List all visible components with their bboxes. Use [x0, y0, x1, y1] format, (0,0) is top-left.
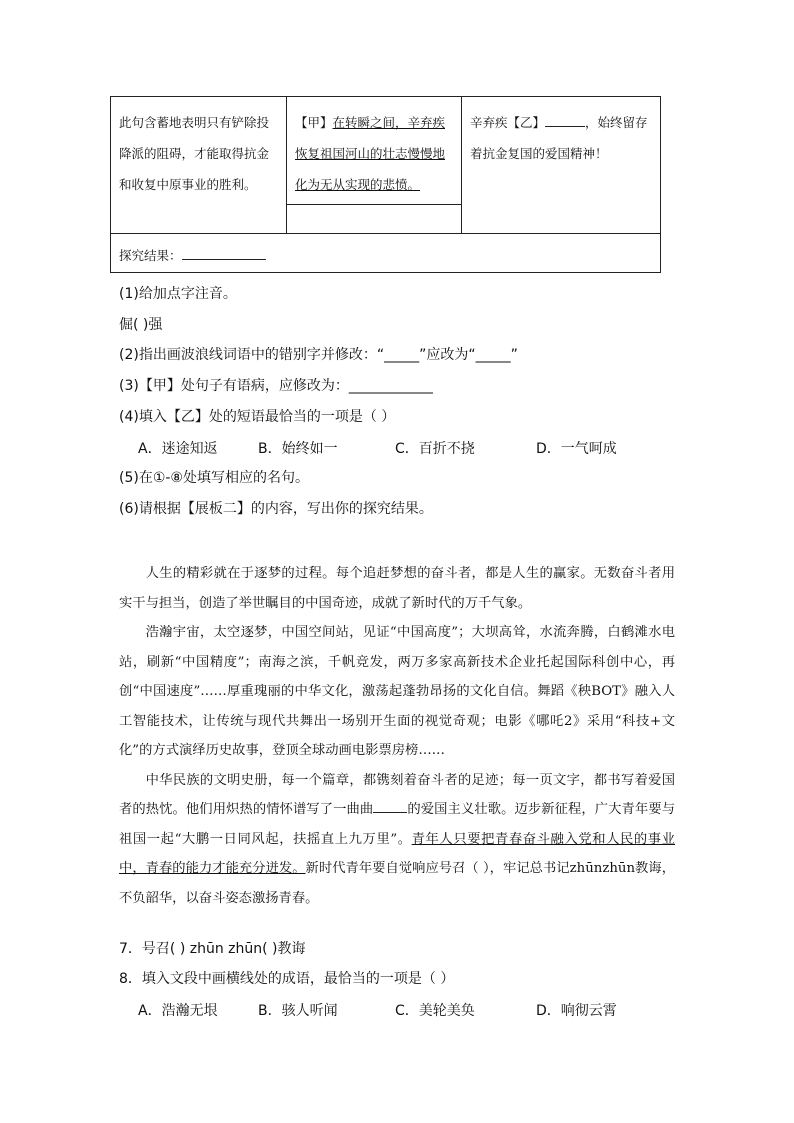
question-5: (5)在①-⑧处填写相应的名句。 — [119, 470, 309, 486]
cell-analysis-text: 此句含蓄地表明只有铲除投降派的阻碍，才能取得抗金和收复中原事业的胜利。 — [119, 115, 270, 192]
result-label: 探究结果： — [119, 248, 182, 263]
yi-blank[interactable] — [545, 112, 585, 127]
reading-passage — [119, 559, 675, 913]
option-a[interactable]: A．浩瀚无垠 — [138, 1003, 218, 1019]
option-a[interactable]: A．迷途知返 — [138, 441, 218, 457]
passage-paragraph-2: 浩瀚宇宙，太空逐梦，中国空间站，见证“中国高度”；大坝高耸，水流奔腾，白鹤滩水电站，刷新“中国精度”；南海之滨，千帆竞发，两万多家高新技术企业托起国际科创中心，再创“中国速度”……厚重瑰丽的中华文化，激荡起蓬勃昂扬的文化自信。舞蹈《秧BOT》融入人工智能技术，让传统与现代共舞出一场别开生面的视觉奇观；电影《哪吒2》采用“科技+文化”的方式演绎历史故事，登顶全球动画电影票房榜…… — [119, 625, 675, 758]
jia-sentence: 在转瞬之间，辛弃疾恢复祖国河山的壮志慢慢地化为无从实现的悲愤。 — [295, 115, 446, 192]
question-6: (6)请根据【展板二】的内容，写出你的探究结果。 — [119, 501, 433, 517]
p3-part-a: 中华民族的文明史册，每一个篇章，都镌刻着奋斗者的足迹；每一页文字，都书写着爱国者的热忱。他们用炽热的情怀谱写了一曲曲 — [119, 772, 675, 817]
option-b[interactable]: B．骇人听闻 — [258, 1003, 338, 1019]
wavy-underlined-sentence: 青年人只要把青春奋斗融入党和人民的事业中，青春的能力才能充分迸发。 — [119, 831, 675, 876]
table-cell-yi — [462, 97, 660, 233]
option-c[interactable]: C．百折不挠 — [395, 441, 475, 457]
table-cell-analysis — [111, 97, 287, 233]
question-1-item: 倔( )强 — [119, 317, 163, 333]
question-1: (1)给加点字注音。 — [119, 286, 237, 302]
result-blank[interactable] — [182, 245, 266, 260]
p3-part-c: 新时代青年要自觉响应号召（ ），牢记总书记zhūnzhūn教诲，不负韶华，以奋斗姿态激扬青春。 — [119, 861, 675, 906]
question-3: (3)【甲】处句子有语病，应修改为：____________ — [119, 378, 433, 394]
option-d[interactable]: D．响彻云霄 — [536, 1003, 617, 1019]
option-c[interactable]: C．美轮美奂 — [395, 1003, 475, 1019]
option-b[interactable]: B．始终如一 — [258, 441, 338, 457]
yi-text-b: ，始终留存着抗金复国的爱国精神！ — [470, 115, 648, 161]
jia-marker: 【甲】 — [295, 115, 333, 130]
idiom-blank[interactable] — [373, 798, 407, 813]
question-8: 8．填入文段中画横线处的成语，最恰当的一项是（ ） — [119, 971, 455, 987]
table-cell-jia — [287, 97, 462, 233]
p3-part-b: 的爱国主义壮歌。迈步新征程，广大青年要与祖国一起“大鹏一日同风起，扶摇直上九万里”。 — [119, 802, 676, 847]
option-d[interactable]: D．一气呵成 — [536, 441, 617, 457]
result-row — [119, 245, 266, 264]
passage-paragraph-1: 人生的精彩就在于逐梦的过程。每个追赶梦想的奋斗者，都是人生的赢家。无数奋斗者用实干与担当，创造了举世瞩目的中国奇迹，成就了新时代的万千气象。 — [119, 566, 675, 611]
table-row — [111, 97, 660, 234]
yi-text-a: 辛弃疾【乙】 — [470, 115, 546, 130]
passage-paragraph-3 — [119, 766, 675, 914]
question-7: 7．号召( ) zhūn zhūn( )教诲 — [119, 941, 306, 957]
question-2: (2)指出画波浪线词语中的错别字并修改：“_____”应改为“_____” — [119, 347, 518, 363]
inquiry-table — [110, 96, 661, 273]
question-4: (4)填入【乙】处的短语最恰当的一项是（ ） — [119, 409, 396, 425]
